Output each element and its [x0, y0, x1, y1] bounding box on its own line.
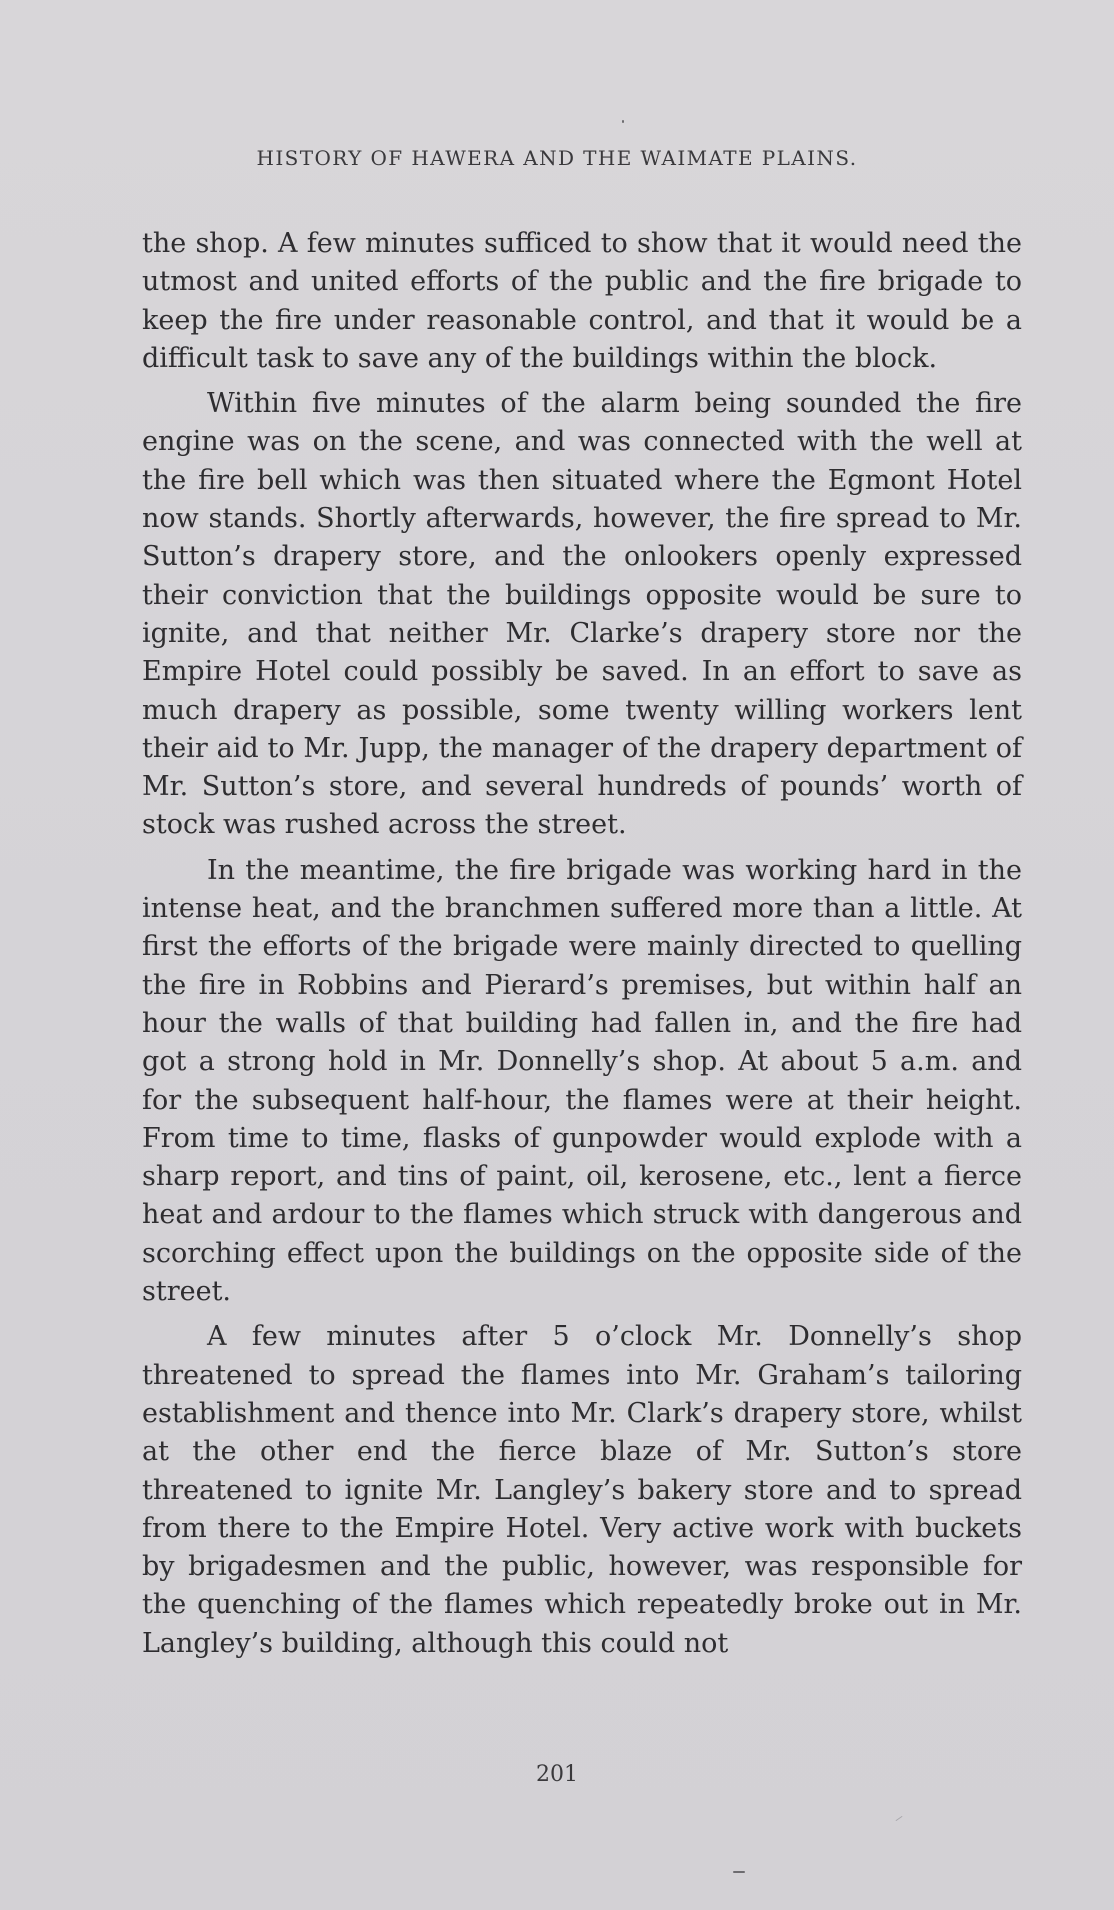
body-text — [142, 225, 1022, 1670]
paragraph-4: A few minutes after 5 o’clock Mr. Donnelly’s shop threatened to spread the flames into Mr. Graham’s tailoring establishment and thence into Mr. Clark’s drapery store, whilst at the other end the fierce blaze of Mr. Sutton’s store threatened to ignite Mr. Langley’s bakery store and to spread from there to the Empire Hotel. Very active work with buckets by brigadesmen and the public, however, was responsible for the quenching of the flames which repeatedly broke out in Mr. Langley’s building, although this could not — [142, 1321, 1022, 1659]
paragraph-1: the shop. A few minutes sufficed to show that it would need the utmost and united efforts of the public and the fire brigade to keep the fire under reasonable control, and that it would be a difficult task to save any of the buildings within the block. — [142, 228, 1022, 374]
paragraph-3: In the meantime, the fire brigade was working hard in the intense heat, and the branchmen suffered more than a little. At first the efforts of the brigade were mainly directed to quelling the fire in Robbins and Pierard’s premises, but within half an hour the walls of that building had fallen in, and the fire had got a strong hold in Mr. Donnelly’s shop. At about 5 a.m. and for the subsequent half-hour, the flames were at their height. From time to time, flasks of gunpowder would explode with a sharp report, and tins of paint, oil, kerosene, etc., lent a fierce heat and ardour to the flames which struck with dangerous and scorching effect upon the buildings on the opposite side of the street. — [142, 854, 1022, 1308]
paragraph-2: Within five minutes of the alarm being sounded the fire engine was on the scene, and was connected with the well at the fire bell which was then situated where the Egmont Hotel now stands. Shortly afterwards, however, the fire spread to Mr. Sutton’s drapery store, and the onlookers openly expressed their conviction that the buildings opposite would be sure to ignite, and that neither Mr. Clarke’s drapery store nor the Empire Hotel could possibly be saved. In an effort to save as much drapery as possible, some twenty willing workers lent their aid to Mr. Jupp, the manager of the drapery department of Mr. Sutton’s store, and several hundreds of pounds’ worth of stock was rushed across the street. — [142, 388, 1022, 841]
paper-speck — [733, 1871, 745, 1873]
paper-speck — [622, 120, 624, 123]
running-head: HISTORY OF HAWERA AND THE WAIMATE PLAINS. — [256, 146, 858, 170]
page-number: 201 — [536, 1762, 578, 1787]
paper-speck — [895, 1816, 902, 1821]
